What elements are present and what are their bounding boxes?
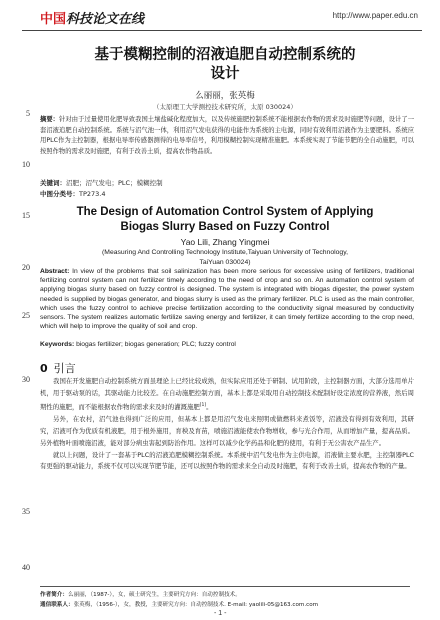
logo-brand: 中国 xyxy=(40,12,67,27)
english-title-line-1: The Design of Automation Control System of Applying xyxy=(76,206,374,218)
english-authors: Yao Lili, Zhang Yingmei xyxy=(180,237,270,247)
chinese-affiliation: （太原理工大学测控技术研究所，太原 030024） xyxy=(153,103,297,111)
classification-label: 中图分类号： xyxy=(40,190,79,198)
english-abstract-label: Abstract: xyxy=(40,268,70,275)
body-paragraph: 就以上问题，设计了一套基于PLC的沼液追肥模糊控制系统。本系统中沼气发电作为主供电源，沼液做主要水肥，主控制器PLC有更强的驱动能力，系统不仅可以实现节肥节能，还可以按照作物的需求来全自动及时施肥，有利于改善土质，提高农作物的产量。 xyxy=(40,450,414,471)
line-number: 10 xyxy=(22,160,30,169)
introduction-body xyxy=(40,376,414,473)
chinese-authors: 么丽丽，张英梅 xyxy=(195,91,255,101)
classification-number xyxy=(40,189,414,198)
line-number: 20 xyxy=(22,263,30,272)
author-footnote-label: 作者简介： xyxy=(40,592,68,598)
line-number: 30 xyxy=(22,375,30,384)
section-title: 引言 xyxy=(53,362,76,375)
paragraph-1-text: 我国在开发施肥自动控制系统方面虽理论上已经比较成熟，但实际应用还处于研制、试用阶段，主控制器方面，大部分选用单片机，用于驱动泵的话，其驱动能力比较差。在自动施肥控制方面，基本上都是采取用自动控制技术配制好设定浓度的营养液，然后周期性的施肥，而不能根据农作物的需求来及时的灌溉施肥 xyxy=(40,377,414,411)
chinese-keywords-label: 关键词： xyxy=(40,179,66,187)
english-keywords-text: biogas fertilizer; biogas generation; PLC; fuzzy control xyxy=(76,341,236,348)
line-number: 40 xyxy=(22,563,30,572)
english-title-line-2: Biogas Slurry Based on Fuzzy Control xyxy=(120,221,330,233)
paragraph-1-end: 。 xyxy=(206,402,213,411)
english-keywords-label: Keywords: xyxy=(40,341,75,348)
chinese-title xyxy=(40,46,410,84)
author-footnote xyxy=(40,590,414,598)
contact-footnote-label: 通信联系人： xyxy=(40,602,74,608)
english-abstract-text: In view of the problems that soil salinization has been more serious for excessive using of fertilizers, traditional fertilizing control system can not fertilizer timely according to the need of crop and so on. An automation control system of applying biogas slurry based on fuzzy control is designed. The system is integrated with biogas digester, the power system needed is supplied by biogas generator, and biogas slurry is used as the primary fertilizer. PLC is used as the main controller, which uses the fuzzy control to achieve precise fertilization according to the conductivity signal measured by conductivity sensors. The system realizes automatic fertilize saving energy and fertilizer, it can timely fertilize according to the crop need, which will help to improve the quality of soil and crop. xyxy=(40,268,414,331)
line-number: 5 xyxy=(26,109,30,118)
author-footnote-text: 么丽丽，（1987-），女，硕士研究生，主要研究方向：自动控制技术。 xyxy=(67,592,241,598)
chinese-keywords xyxy=(40,178,414,187)
chinese-abstract-text: 针对由于过量使用化肥导致我国土壤盐碱化程度加大，以及传统施肥控制系统不能根据农作物的需求及时施肥等问题，设计了一套沼液追肥自动控制系统。系统与沼气池一体，利用沼气发电获得的电能作为系统的主电源，同时有效利用沼液作为主要肥料。系统应用PLC作为主控制器，根据电导率传感器测得的电导率信号，利用模糊控制实现精准施肥。本系统实现了节能节肥的全自动施肥，可以按照作物的需求及时施肥，有利于改善土质，提高农作物品质。 xyxy=(40,116,415,155)
english-title xyxy=(40,205,410,235)
section-number: 0 xyxy=(40,362,48,375)
footnote-divider xyxy=(40,586,410,587)
classification-value: TP273.4 xyxy=(79,190,106,198)
site-logo[interactable] xyxy=(40,8,144,27)
chinese-title-line-2: 设计 xyxy=(210,66,240,82)
chinese-keywords-text: 沼肥；沼气发电；PLC；模糊控制 xyxy=(66,179,163,187)
chinese-title-line-1: 基于模糊控制的沼液追肥自动控制系统的 xyxy=(94,47,356,63)
header-divider xyxy=(22,30,422,31)
logo-main: 科技论文在线 xyxy=(66,12,145,27)
page-number: - 1 - xyxy=(214,610,227,617)
body-paragraph: 另外，在农村，沼气池也得到广泛的应用，但基本上都是用沼气发电来照明或做燃料来煮饭等，沼液没有得到有效利用，其研究，沼液可作为优质有机液肥，用于根外施用，育秧及育苗，喷施沼液能使农作物增收，参与光合作用，从而增加产量，提高品质。另外植物叶面喷施沼液，能对部分病虫害起到防治作用。这样可以减少化学药品和化肥的使用，有利于无公害农产品生产。 xyxy=(40,414,414,447)
line-number: 25 xyxy=(22,311,30,320)
chinese-abstract-label: 摘要： xyxy=(40,116,60,123)
english-affiliation-line-2: TaiYuan 030024) xyxy=(199,258,251,266)
page-header xyxy=(22,6,422,30)
body-paragraph xyxy=(40,376,414,414)
section-heading xyxy=(40,360,76,376)
chinese-abstract xyxy=(40,115,414,157)
line-number: 35 xyxy=(22,507,30,516)
contact-footnote-text: 张英梅，（1956-），女，教授，主要研究方向：自动控制技术. E-mail: yaolili-05@163.com.com xyxy=(73,602,319,608)
line-number: 15 xyxy=(22,211,30,220)
english-abstract xyxy=(40,267,414,331)
english-affiliation-line-1: (Measuring And Controlling Technology Institute,Taiyuan University of Technology, xyxy=(102,249,348,256)
english-affiliation xyxy=(40,248,410,267)
contact-footnote xyxy=(40,600,414,608)
citation-reference[interactable]: [1] xyxy=(199,402,207,408)
english-keywords xyxy=(40,341,414,348)
site-url-link[interactable]: http://www.paper.edu.cn xyxy=(332,11,418,20)
